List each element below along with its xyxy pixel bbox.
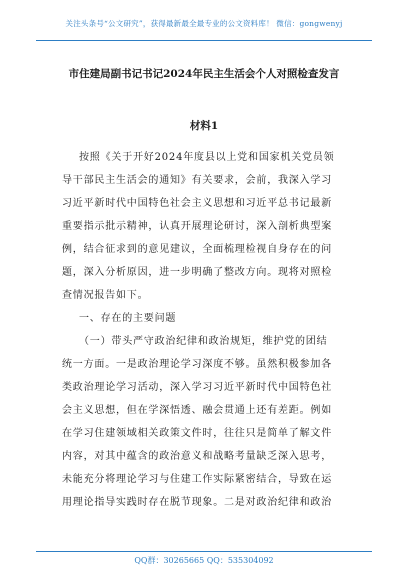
body-line: 未能充分将理论学习与住建工作实际紧密结合，导致在运 — [62, 474, 332, 485]
footer-divider — [36, 551, 372, 552]
header-divider — [36, 40, 372, 41]
section-heading: 一、存在的主要问题 — [79, 313, 177, 324]
document-title: 市住建局副书记书记2024年民主生活会个人对照检查发言 — [68, 68, 340, 80]
body-line: 例，结合征求到的意见建议，全面梳理检视自身存在的问 — [62, 244, 332, 255]
body-line: （一）带头严守政治纪律和政治规矩，维护党的团结 — [79, 336, 328, 347]
body-line: 重要指示批示精神，认真开展理论研讨，深入剖析典型案 — [62, 221, 332, 232]
body-line: 按照《关于开好2024年度县以上党和国家机关党员领 — [79, 152, 335, 163]
body-line: 会主义思想，但在学深悟透、融会贯通上还有差距。例如 — [62, 405, 332, 416]
body-line: 题，深入分析原因，进一步明确了整改方向。现将对照检 — [62, 267, 332, 278]
body-line: 统一方面。一是政治理论学习深度不够。虽然积极参加各 — [62, 359, 332, 370]
body-line: 查情况报告如下。 — [62, 290, 149, 301]
body-line: 导干部民主生活会的通知》有关要求，会前，我深入学习 — [62, 175, 332, 186]
body-line: 用理论指导实践时存在脱节现象。二是对政治纪律和政治 — [62, 497, 332, 508]
body-line: 习近平新时代中国特色社会主义思想和习近平总书记最新 — [62, 198, 332, 209]
body-line: 类政治理论学习活动，深入学习习近平新时代中国特色社 — [62, 382, 332, 393]
footer-contacts: QQ群：30265665 QQ：535304092 — [134, 556, 274, 565]
body-line: 在学习住建领域相关政策文件时，往往只是简单了解文件 — [62, 428, 332, 439]
material-heading: 材料1 — [189, 120, 219, 132]
header-banner: 关注头条号“公文研究”，获得最新最全最专业的公文资料库！ 微信：gongwenyj — [65, 19, 343, 28]
body-line: 内容，对其中蕴含的政治意义和战略考量缺乏深入思考， — [62, 451, 332, 462]
